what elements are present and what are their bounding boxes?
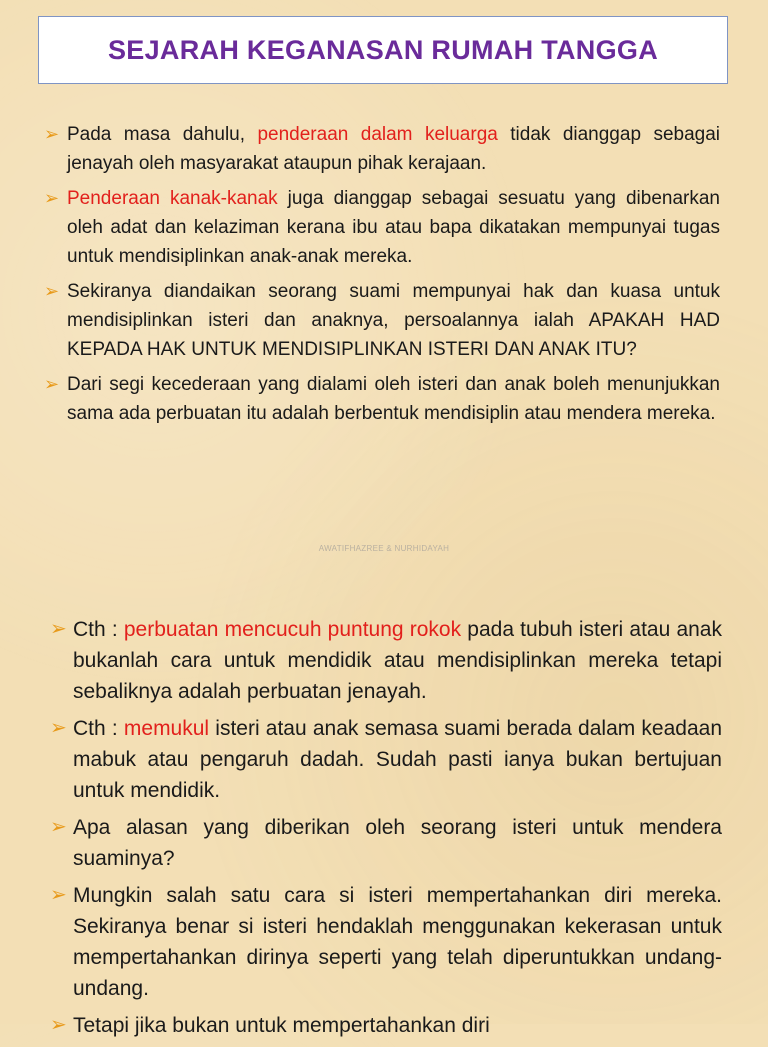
bullet-text: isteri atau anak semasa suami berada dalam keadaan mabuk atau pengaruh dadah. Sudah pasti ianya bukan bertujuan untuk mendidik.	[73, 717, 723, 802]
bullet-text: pada tubuh isteri atau anak bukanlah cara untuk mendidik atau mendisiplinkan mereka tetapi sebaliknya adalah perbuatan jenayah.	[73, 618, 722, 703]
arrow-bullet-icon: ➢	[50, 717, 67, 739]
bullet-text: juga dianggap sebagai sesuatu yang dibenarkan oleh adat dan kelaziman kerana ibu atau bapa dikatakan mempunyai tugas untuk mendisiplinkan anak-anak mereka.	[67, 188, 720, 267]
arrow-bullet-icon: ➢	[50, 1014, 67, 1036]
slide-title: SEJARAH KEGANASAN RUMAH TANGGA	[107, 34, 658, 65]
arrow-bullet-icon: ➢	[50, 816, 67, 838]
highlighted-text: memukul	[123, 717, 210, 740]
arrow-bullet-icon: ➢	[44, 188, 60, 208]
bullet-text: Dari segi kecederaan yang dialami oleh isteri dan anak boleh menunjukkan sama ada perbuatan itu adalah berbentuk mendisiplin atau mendera mereka.	[67, 374, 720, 424]
bullet-item	[44, 120, 720, 178]
bullet-list-2	[50, 614, 722, 1047]
highlighted-text: Penderaan kanak-kanak	[67, 188, 278, 209]
slide-2	[0, 592, 768, 1037]
bullet-item	[50, 1010, 722, 1041]
bullet-text: Sekiranya diandaikan seorang suami mempunyai hak dan kuasa untuk mendisiplinkan isteri dan anaknya, persoalannya ialah APAKAH HAD KEPADA HAK UNTUK MENDISIPLINKAN ISTERI DAN ANAK ITU?	[67, 281, 720, 360]
highlighted-text: penderaan dalam keluarga	[257, 124, 498, 145]
arrow-bullet-icon: ➢	[44, 124, 60, 144]
bullet-item	[50, 713, 722, 806]
arrow-bullet-icon: ➢	[44, 374, 60, 394]
bullet-item	[44, 370, 720, 428]
arrow-bullet-icon: ➢	[50, 618, 67, 640]
title-box	[38, 16, 728, 84]
bullet-text: Cth :	[73, 717, 124, 740]
arrow-bullet-icon: ➢	[44, 281, 60, 301]
bullet-text: Mungkin salah satu cara si isteri mempertahankan diri mereka. Sekiranya benar si isteri hendaklah menggunakan kekerasan untuk mempertahankan dirinya seperti yang telah diperuntukkan undang-undang.	[73, 884, 722, 1000]
bullet-text: Apa alasan yang diberikan oleh seorang isteri untuk mendera suaminya?	[73, 816, 722, 870]
bullet-text: tidak dianggap sebagai jenayah oleh masyarakat ataupun pihak kerajaan.	[67, 124, 720, 174]
bullet-text: Cth :	[73, 618, 124, 641]
bullet-text: Tetapi jika bukan untuk mempertahankan diri	[73, 1014, 490, 1037]
bullet-list-1	[44, 120, 720, 434]
bullet-item	[50, 880, 722, 1004]
bullet-item	[44, 277, 720, 364]
bullet-text: Pada masa dahulu,	[67, 124, 258, 145]
slide-footer: AWATIFHAZREE & NURHIDAYAH	[318, 544, 450, 553]
highlighted-text: perbuatan mencucuh puntung rokok	[123, 618, 462, 641]
arrow-bullet-icon: ➢	[50, 884, 67, 906]
bullet-item	[50, 812, 722, 874]
bullet-item	[50, 614, 722, 707]
bullet-item	[44, 184, 720, 271]
